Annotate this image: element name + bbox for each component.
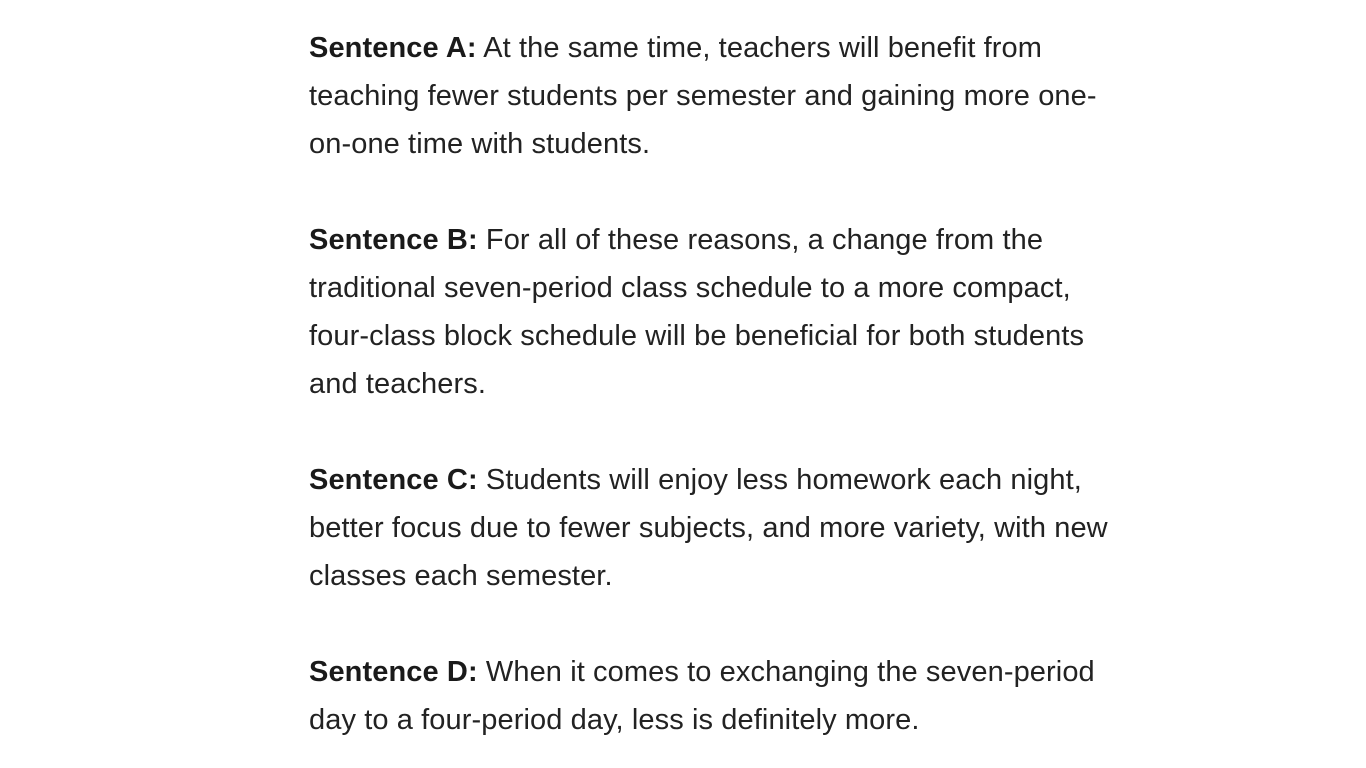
sentence-c-label: Sentence C: [309, 464, 478, 496]
sentence-d [309, 648, 1129, 744]
sentence-c-text: Students will enjoy less homework each night, better focus due to fewer subjects, and more variety, with new classes each semester. [309, 464, 1108, 592]
sentence-d-text: When it comes to exchanging the seven-period day to a four-period day, less is definitely more. [309, 656, 1095, 736]
sentence-list [309, 24, 1129, 744]
sentence-a-text: At the same time, teachers will benefit from teaching fewer students per semester and gaining more one-on-one time with students. [309, 32, 1097, 160]
sentence-b-label: Sentence B: [309, 224, 478, 256]
sentence-a-label: Sentence A: [309, 32, 477, 64]
sentence-b [309, 216, 1129, 408]
sentence-a [309, 24, 1129, 168]
sentence-b-text: For all of these reasons, a change from the traditional seven-period class schedule to a more compact, four-class block schedule will be beneficial for both students and teachers. [309, 224, 1085, 400]
sentence-d-label: Sentence D: [309, 656, 478, 688]
sentence-c [309, 456, 1129, 600]
